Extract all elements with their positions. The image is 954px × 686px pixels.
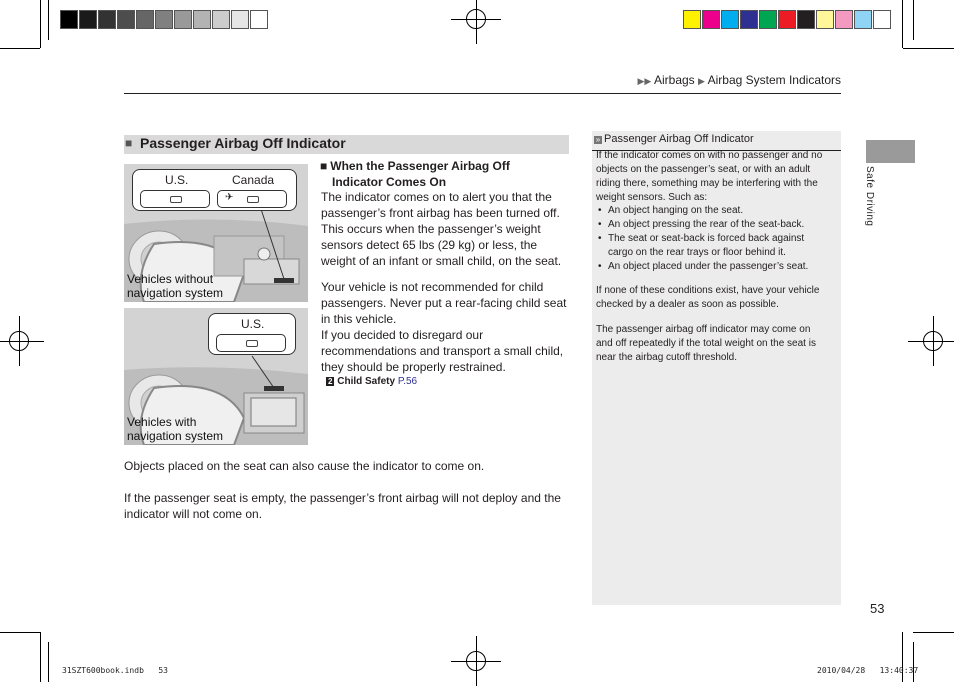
body-line: weight of an infant or small child, on the seat. xyxy=(321,254,562,268)
us-indicator-panel xyxy=(140,190,210,208)
note-icon: » xyxy=(595,135,601,144)
color-swatch xyxy=(873,10,891,29)
sidebar-bullet-item xyxy=(596,204,841,218)
sidebar-line: riding there, something may be interfering with the xyxy=(596,178,818,189)
bottom-paragraph-2 xyxy=(124,490,574,522)
sidebar-line: checked by a dealer as soon as possible. xyxy=(596,299,779,310)
breadcrumb-separator: ▶ xyxy=(698,76,705,86)
figure2-caption-line1: Vehicles with xyxy=(127,415,197,429)
sidebar-bullet-line: cargo on the rear trays or floor behind it. xyxy=(608,247,786,258)
sidebar-line: near the airbag cutoff threshold. xyxy=(596,352,738,363)
color-swatch xyxy=(835,10,853,29)
sidebar-bullet-line: • The seat or seat-back is forced back against xyxy=(608,233,805,244)
color-swatch xyxy=(797,10,815,29)
color-swatch xyxy=(231,10,249,29)
indicator-callout-1 xyxy=(132,169,297,211)
sidebar-bullet-item xyxy=(596,232,841,260)
breadcrumb-section[interactable]: Airbags xyxy=(653,73,695,87)
color-swatch xyxy=(60,10,78,29)
color-swatch xyxy=(740,10,758,29)
figure1-caption-line2: navigation system xyxy=(127,286,224,300)
sidebar-line: If the indicator comes on with no passenger and no xyxy=(596,150,823,161)
breadcrumb-page[interactable]: Airbag System Indicators xyxy=(707,73,841,87)
color-swatch xyxy=(155,10,173,29)
subheading xyxy=(320,158,570,190)
breadcrumb xyxy=(637,72,841,89)
color-swatch xyxy=(250,10,268,29)
body-line: If the passenger seat is empty, the passenger’s front airbag will not deploy and the xyxy=(124,491,561,505)
color-swatch xyxy=(816,10,834,29)
figure2-caption xyxy=(127,415,223,443)
sidebar-line: and off repeatedly if the total weight on the seat is xyxy=(596,338,816,349)
sidebar-line: If none of these conditions exist, have your vehicle xyxy=(596,285,820,296)
figure1-caption xyxy=(127,272,223,300)
airbag-off-lamp-icon xyxy=(246,340,258,347)
figure1-caption-line1: Vehicles without xyxy=(127,272,214,286)
bottom-paragraph-1: Objects placed on the seat can also cause the indicator to come on. xyxy=(124,459,485,473)
sidebar-bullet-list xyxy=(596,204,841,274)
registration-mark-right xyxy=(920,328,946,354)
sidebar-line: weight sensors. Such as: xyxy=(596,192,708,203)
color-swatch xyxy=(174,10,192,29)
sidebar-bullet-item xyxy=(596,260,841,274)
us-label: U.S. xyxy=(165,173,189,187)
sidebar-bullet-item xyxy=(596,218,841,232)
passenger-airbag-symbol-icon: ✈ xyxy=(225,192,234,203)
color-swatch xyxy=(721,10,739,29)
airbag-off-lamp-icon xyxy=(170,196,182,203)
color-swatch xyxy=(778,10,796,29)
body-paragraph-1 xyxy=(321,189,571,269)
sidebar-bullet-line: • An object pressing the rear of the seat-back. xyxy=(608,219,805,230)
section-tab-label: Safe Driving xyxy=(864,166,875,227)
color-swatch xyxy=(759,10,777,29)
registration-mark-top xyxy=(463,6,489,32)
sidebar-line: The passenger airbag off indicator may come on xyxy=(596,324,811,335)
body-line: This occurs when the passenger’s weight xyxy=(321,222,541,236)
indicator-callout-2 xyxy=(208,313,296,355)
page-number: 53 xyxy=(870,601,885,616)
sidebar-bullet-line: • An object placed under the passenger’s seat. xyxy=(608,261,809,272)
body-line: The indicator comes on to alert you that the xyxy=(321,190,552,204)
header-rule xyxy=(124,93,841,94)
registration-mark-bottom xyxy=(463,648,489,674)
sidebar-title: Passenger Airbag Off Indicator xyxy=(604,133,754,145)
canada-label: Canada xyxy=(232,173,275,187)
sidebar-bullet-line: • An object hanging on the seat. xyxy=(608,205,744,216)
color-swatch xyxy=(854,10,872,29)
footer-timestamp: 2010/04/28 13:40:37 xyxy=(817,666,919,675)
color-swatch xyxy=(117,10,135,29)
color-swatch xyxy=(98,10,116,29)
breadcrumb-arrows: ▶▶ xyxy=(637,76,652,86)
xref-label[interactable]: Child Safety xyxy=(337,376,396,387)
subheading-marker: ■ xyxy=(320,159,328,173)
airbag-off-lamp-icon xyxy=(247,196,259,203)
xref-arrow-icon: 2 xyxy=(328,377,333,386)
color-swatch xyxy=(683,10,701,29)
body-line: they should be properly restrained. xyxy=(321,360,506,374)
xref-page-link[interactable]: P.56 xyxy=(397,376,418,387)
body-paragraph-2 xyxy=(321,279,571,375)
body-line: passenger’s front airbag has been turned off. xyxy=(321,206,560,220)
body-line: sensors detect 65 lbs (29 kg) or less, the xyxy=(321,238,538,252)
registration-mark-left xyxy=(6,328,32,354)
body-line: Your vehicle is not recommended for child xyxy=(321,280,544,294)
body-line: If you decided to disregard our xyxy=(321,328,484,342)
section-heading xyxy=(124,135,569,154)
canada-indicator-panel xyxy=(217,190,287,208)
color-swatch xyxy=(193,10,211,29)
footer-file-info: 31SZT600book.indb 53 xyxy=(62,666,168,675)
figure2-caption-line2: navigation system xyxy=(127,429,224,443)
us-label: U.S. xyxy=(241,317,265,331)
heading-text: Passenger Airbag Off Indicator xyxy=(140,135,346,151)
section-tab[interactable] xyxy=(866,140,915,163)
subheading-line1: When the Passenger Airbag Off xyxy=(330,159,510,173)
subheading-line2: Indicator Comes On xyxy=(332,175,447,189)
body-line: in this vehicle. xyxy=(321,312,397,326)
sidebar-paragraph-2 xyxy=(596,284,841,312)
heading-marker: ■ xyxy=(125,136,133,150)
xref-child-safety[interactable] xyxy=(326,376,417,387)
body-line: indicator will not come on. xyxy=(124,507,263,521)
color-swatch xyxy=(212,10,230,29)
color-swatch xyxy=(136,10,154,29)
sidebar-line: objects on the passenger’s seat, or with an adult xyxy=(596,164,811,175)
body-line: recommendations and transport a small child, xyxy=(321,344,564,358)
sidebar-paragraph-3 xyxy=(596,323,841,365)
color-swatch xyxy=(702,10,720,29)
us-indicator-panel xyxy=(216,334,286,352)
color-swatch xyxy=(79,10,97,29)
sidebar-note xyxy=(592,131,841,605)
sidebar-intro xyxy=(596,149,841,205)
body-line: passengers. Never put a rear-facing child seat xyxy=(321,296,567,310)
